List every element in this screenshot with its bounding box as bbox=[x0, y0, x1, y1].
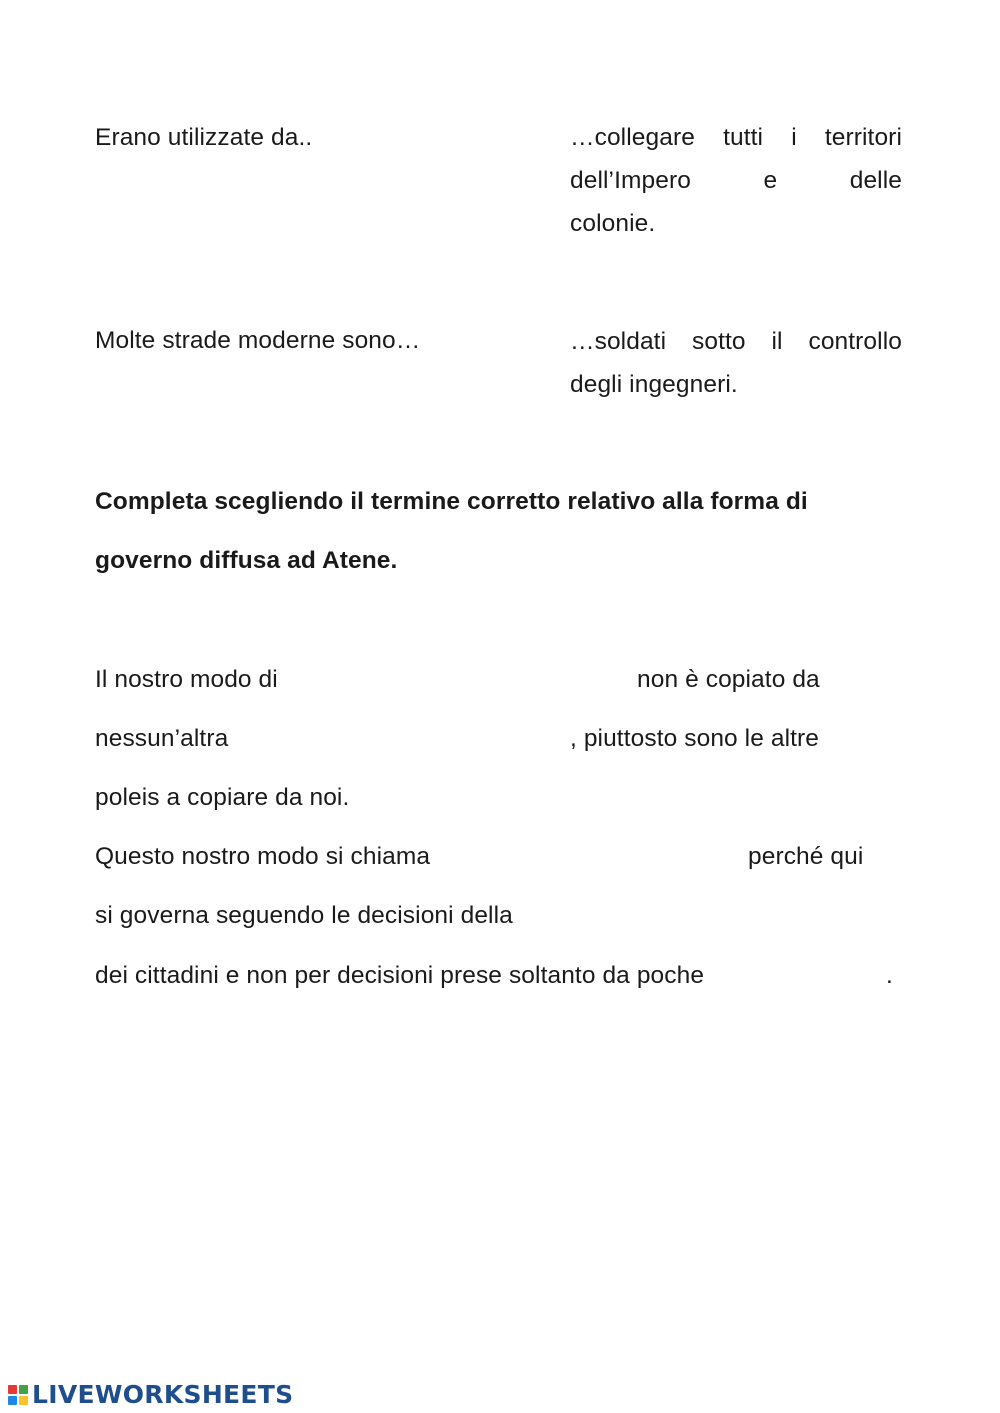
match-right-2-line-2: degli ingegneri. bbox=[570, 371, 738, 398]
instruction-line-1: Completa scegliendo il termine corretto relativo alla forma di bbox=[95, 488, 808, 515]
cloze-line-4-end: perché qui bbox=[748, 843, 864, 870]
cloze-line-5: si governa seguendo le decisioni della bbox=[95, 902, 513, 929]
cloze-line-4-start: Questo nostro modo si chiama bbox=[95, 843, 431, 870]
cloze-line-6-start: dei cittadini e non per decisioni prese soltanto da poche bbox=[95, 962, 705, 989]
match-left-1: Erano utilizzate da.. bbox=[95, 124, 313, 151]
liveworksheets-logo-icon bbox=[8, 1385, 28, 1405]
cloze-line-2-end: , piuttosto sono le altre bbox=[570, 725, 820, 752]
cloze-line-1-end: non è copiato da bbox=[637, 666, 820, 693]
logo-square-icon bbox=[8, 1385, 17, 1394]
instruction-line-2: governo diffusa ad Atene. bbox=[95, 547, 398, 574]
match-right-1-line-3: colonie. bbox=[570, 210, 656, 237]
logo-square-icon bbox=[19, 1396, 28, 1405]
logo-square-icon bbox=[8, 1396, 17, 1405]
match-right-2-line-1: …soldati sotto il controllo bbox=[570, 328, 902, 355]
liveworksheets-logo[interactable] bbox=[8, 1381, 293, 1409]
match-right-1 bbox=[570, 116, 902, 245]
match-left-2: Molte strade moderne sono… bbox=[95, 327, 421, 354]
match-right-1-line-2: dell’Impero e delle bbox=[570, 167, 902, 194]
blank-5[interactable] bbox=[790, 961, 880, 991]
liveworksheets-brand-text: LIVEWORKSHEETS bbox=[32, 1380, 294, 1409]
blank-2[interactable] bbox=[258, 724, 558, 754]
match-right-2 bbox=[570, 320, 902, 406]
blank-1[interactable] bbox=[318, 665, 623, 695]
cloze-line-2-start: nessun’altra bbox=[95, 725, 229, 752]
cloze-line-1-start: Il nostro modo di bbox=[95, 666, 278, 693]
cloze-line-6-end: . bbox=[886, 962, 893, 989]
match-right-1-line-1: …collegare tutti i territori bbox=[570, 124, 902, 151]
blank-3[interactable] bbox=[484, 842, 734, 872]
blank-4[interactable] bbox=[570, 901, 890, 931]
cloze-line-3: poleis a copiare da noi. bbox=[95, 784, 350, 811]
logo-square-icon bbox=[19, 1385, 28, 1394]
